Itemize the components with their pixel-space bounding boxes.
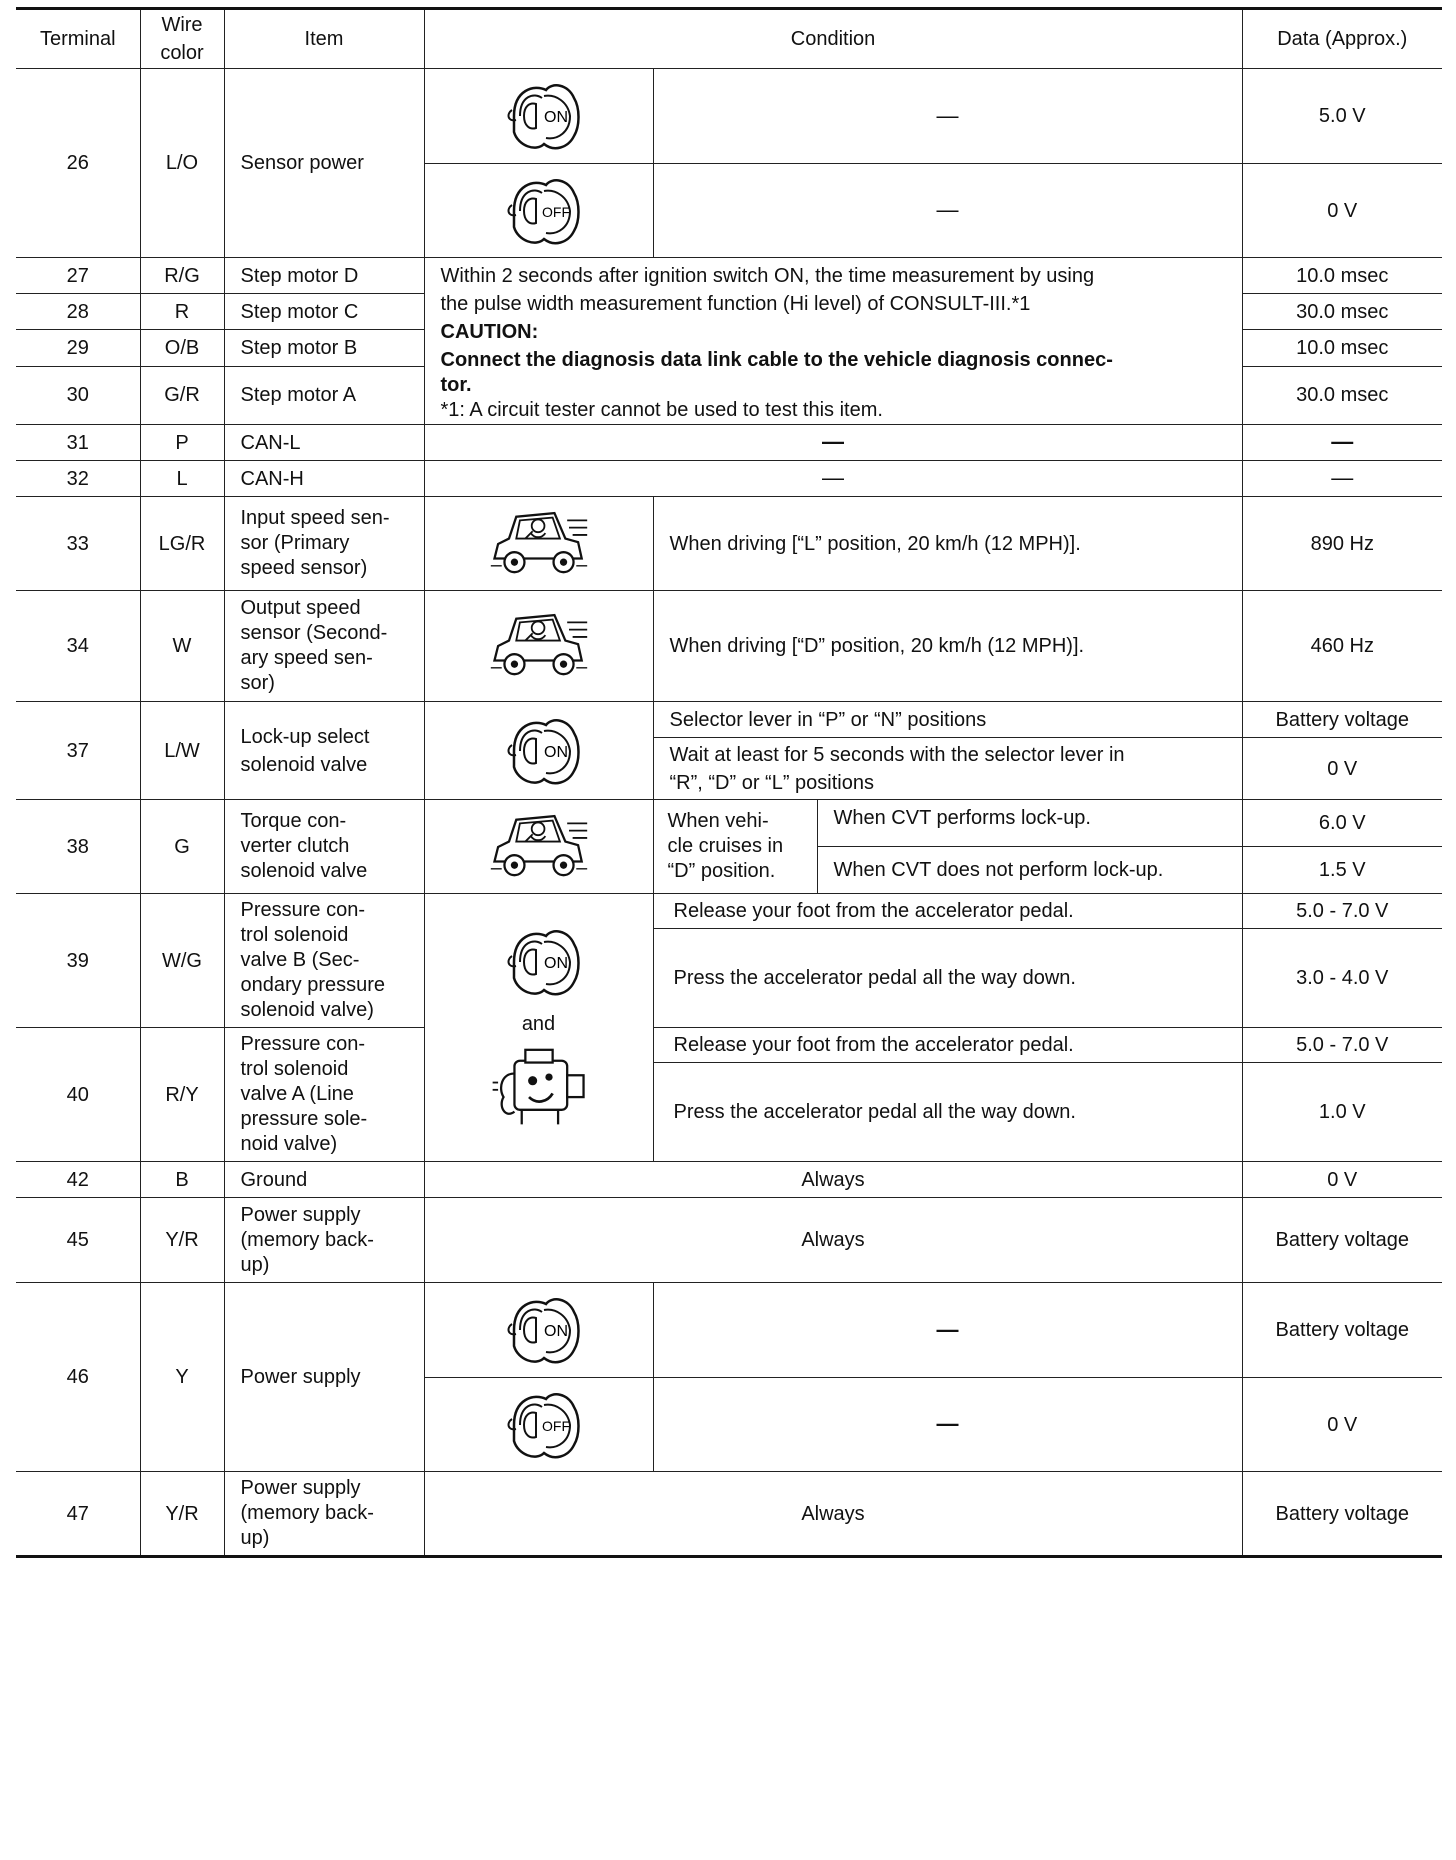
terminal-cell: 32 <box>16 461 140 497</box>
condition-line: “R”, “D” or “L” positions <box>669 771 874 794</box>
terminal-cell: 27 <box>16 258 140 294</box>
and-label: and <box>521 1012 556 1035</box>
item-line: Lock-up select <box>240 725 370 748</box>
footnote: *1: A circuit tester cannot be used to test this item. <box>440 399 883 421</box>
item-cell <box>224 1028 424 1162</box>
item-cell: CAN-H <box>224 461 424 497</box>
condition-cell <box>424 461 1242 497</box>
data-cell: 1.5 V <box>1242 847 1442 894</box>
item-cell <box>224 591 424 702</box>
item-line: ary speed sen- <box>240 647 373 669</box>
dash: — <box>936 1316 959 1342</box>
ignition-off-icon-cell <box>424 164 653 258</box>
condition-cell: When CVT does not perform lock-up. <box>817 847 1242 894</box>
table-row <box>16 591 1442 702</box>
wire-color-cell: Y/R <box>140 1472 224 1557</box>
dash: — <box>822 465 844 490</box>
item-line: Power supply <box>240 1203 361 1226</box>
item-line: valve A (Line <box>240 1083 354 1105</box>
item-cell: Step motor D <box>224 258 424 294</box>
cruise-condition-cell <box>653 800 817 894</box>
wire-color-cell: O/B <box>140 330 224 366</box>
data-cell <box>1242 461 1442 497</box>
ignition-on-icon-cell <box>424 1283 653 1378</box>
cruise-line: When vehi- <box>667 810 769 832</box>
caution-heading: CAUTION: <box>440 321 539 343</box>
condition-cell <box>653 69 1242 164</box>
data-cell: Battery voltage <box>1242 702 1442 738</box>
ignition-on-icon-cell <box>424 69 653 164</box>
wire-color-cell: LG/R <box>140 497 224 591</box>
terminal-cell: 42 <box>16 1162 140 1198</box>
condition-cell <box>653 164 1242 258</box>
key-on-text: ON <box>543 109 568 126</box>
table-row <box>16 497 1442 591</box>
condition-cell: Always <box>424 1472 1242 1557</box>
item-cell: Step motor A <box>224 366 424 424</box>
wire-color-cell: B <box>140 1162 224 1198</box>
item-cell <box>224 702 424 800</box>
cruise-line: cle cruises in <box>667 835 784 857</box>
driving-car-icon <box>489 608 589 684</box>
condition-cell: Press the accelerator pedal all the way down. <box>653 929 1242 1028</box>
driving-icon-cell <box>424 591 653 702</box>
ignition-key-on-icon <box>494 711 584 791</box>
data-cell: Battery voltage <box>1242 1198 1442 1283</box>
terminal-cell: 30 <box>16 366 140 424</box>
data-cell: 460 Hz <box>1242 591 1442 702</box>
caution-text-2: tor. <box>440 374 472 396</box>
terminal-data-table <box>16 7 1442 1558</box>
data-cell: 0 V <box>1242 164 1442 258</box>
data-cell: 1.0 V <box>1242 1063 1442 1162</box>
terminal-cell: 46 <box>16 1283 140 1472</box>
key-off-text: OFF <box>541 203 570 220</box>
driving-icon-cell <box>424 497 653 591</box>
condition-cell <box>424 425 1242 461</box>
dash: — <box>1331 429 1354 454</box>
wire-color-cell: Y/R <box>140 1198 224 1283</box>
data-cell: Battery voltage <box>1242 1472 1442 1557</box>
engine-running-icon <box>489 1042 589 1134</box>
wire-color-cell: R/Y <box>140 1028 224 1162</box>
item-line: Output speed <box>240 597 361 619</box>
ignition-key-off-icon <box>494 171 584 251</box>
item-cell <box>224 894 424 1028</box>
item-line: up) <box>240 1527 270 1549</box>
condition-line: Wait at least for 5 seconds with the selector lever in <box>669 743 1125 766</box>
condition-cell: When driving [“L” position, 20 km/h (12 MPH)]. <box>653 497 1242 591</box>
header-terminal: Terminal <box>16 9 140 69</box>
condition-cell: Press the accelerator pedal all the way down. <box>653 1063 1242 1162</box>
table-row <box>16 461 1442 497</box>
data-cell: 30.0 msec <box>1242 294 1442 330</box>
item-line: Input speed sen- <box>240 507 390 529</box>
table-row <box>16 702 1442 738</box>
wire-color-cell: W <box>140 591 224 702</box>
step-note-line2: the pulse width measurement function (Hi level) of CONSULT-III.*1 <box>440 293 1031 315</box>
dash: — <box>936 102 959 128</box>
terminal-cell: 40 <box>16 1028 140 1162</box>
caution-text-1: Connect the diagnosis data link cable to the vehicle diagnosis connec- <box>440 349 1113 371</box>
item-line: speed sensor) <box>240 557 368 579</box>
step-motor-condition-cell <box>424 258 1242 425</box>
terminal-cell: 47 <box>16 1472 140 1557</box>
ignition-key-on-icon <box>494 76 584 156</box>
condition-cell: Release your foot from the accelerator pedal. <box>653 894 1242 929</box>
item-line: solenoid valve <box>240 860 368 882</box>
table-row <box>16 1283 1442 1378</box>
condition-cell: Selector lever in “P” or “N” positions <box>653 702 1242 738</box>
dash: — <box>936 1411 959 1436</box>
item-line: pressure sole- <box>240 1108 368 1130</box>
data-cell: 0 V <box>1242 1378 1442 1472</box>
condition-cell: When driving [“D” position, 20 km/h (12 MPH)]. <box>653 591 1242 702</box>
item-line: ondary pressure <box>240 974 386 996</box>
data-cell: 3.0 - 4.0 V <box>1242 929 1442 1028</box>
dash: — <box>936 197 959 222</box>
data-cell: 5.0 - 7.0 V <box>1242 1028 1442 1063</box>
condition-cell <box>653 1283 1242 1378</box>
item-line: (memory back- <box>240 1228 374 1251</box>
table-row <box>16 1028 1442 1063</box>
item-cell <box>224 1472 424 1557</box>
item-line: Pressure con- <box>240 899 365 921</box>
item-line: trol solenoid <box>240 1058 349 1080</box>
data-cell: 6.0 V <box>1242 800 1442 847</box>
terminal-cell: 45 <box>16 1198 140 1283</box>
wire-color-cell: R/G <box>140 258 224 294</box>
terminal-cell: 31 <box>16 425 140 461</box>
item-cell: Step motor C <box>224 294 424 330</box>
data-cell: 0 V <box>1242 738 1442 800</box>
item-cell <box>224 497 424 591</box>
terminal-cell: 33 <box>16 497 140 591</box>
condition-cell: Always <box>424 1198 1242 1283</box>
item-cell: Sensor power <box>224 69 424 258</box>
data-cell: 30.0 msec <box>1242 366 1442 424</box>
step-note-line1: Within 2 seconds after ignition switch ON, the time measurement by using <box>440 265 1095 287</box>
item-line: trol solenoid <box>240 924 349 946</box>
condition-cell: Release your foot from the accelerator pedal. <box>653 1028 1242 1063</box>
header-data: Data (Approx.) <box>1242 9 1442 69</box>
table-row <box>16 800 1442 847</box>
data-cell: 890 Hz <box>1242 497 1442 591</box>
header-wire-2: color <box>160 42 204 64</box>
terminal-cell: 37 <box>16 702 140 800</box>
item-line: solenoid valve <box>240 753 368 776</box>
wire-color-cell: L/O <box>140 69 224 258</box>
header-wire-1: Wire <box>161 14 203 36</box>
table-row <box>16 258 1442 294</box>
item-cell: CAN-L <box>224 425 424 461</box>
wire-color-cell: L <box>140 461 224 497</box>
item-line: Torque con- <box>240 810 347 832</box>
driving-car-icon <box>489 506 589 582</box>
ignition-on-icon-cell <box>424 702 653 800</box>
terminal-cell: 38 <box>16 800 140 894</box>
key-on-text: ON <box>543 743 568 761</box>
header-item: Item <box>224 9 424 69</box>
wire-color-cell: R <box>140 294 224 330</box>
driving-car-icon <box>489 809 589 885</box>
dash: — <box>1331 465 1354 490</box>
wire-color-cell: G <box>140 800 224 894</box>
item-cell: Ground <box>224 1162 424 1198</box>
header-row <box>16 9 1442 69</box>
data-cell: 10.0 msec <box>1242 330 1442 366</box>
wire-color-cell: G/R <box>140 366 224 424</box>
item-line: solenoid valve) <box>240 999 374 1021</box>
item-line: verter clutch <box>240 835 350 857</box>
data-cell <box>1242 425 1442 461</box>
item-line: sor) <box>240 672 275 694</box>
item-line: sensor (Second- <box>240 622 388 644</box>
key-on-text: ON <box>543 954 568 972</box>
item-cell: Power supply <box>224 1283 424 1472</box>
condition-cell: Always <box>424 1162 1242 1198</box>
condition-cell: When CVT performs lock-up. <box>817 800 1242 847</box>
wire-color-cell: L/W <box>140 702 224 800</box>
key-off-text: OFF <box>541 1417 570 1434</box>
item-cell: Step motor B <box>224 330 424 366</box>
condition-cell <box>653 738 1242 800</box>
ignition-and-engine-icon-cell <box>424 894 653 1162</box>
wire-color-cell: W/G <box>140 894 224 1028</box>
item-line: valve B (Sec- <box>240 949 360 971</box>
item-line: (memory back- <box>240 1502 374 1524</box>
data-cell: 10.0 msec <box>1242 258 1442 294</box>
cruise-line: “D” position. <box>667 860 776 882</box>
terminal-cell: 28 <box>16 294 140 330</box>
item-cell <box>224 1198 424 1283</box>
wire-color-cell: P <box>140 425 224 461</box>
driving-icon-cell <box>424 800 653 894</box>
data-cell: 0 V <box>1242 1162 1442 1198</box>
item-line: sor (Primary <box>240 532 350 554</box>
table-row <box>16 1472 1442 1557</box>
dash: — <box>822 429 844 454</box>
table-row <box>16 894 1442 929</box>
condition-cell <box>653 1378 1242 1472</box>
key-on-text: ON <box>543 1323 568 1340</box>
terminal-cell: 29 <box>16 330 140 366</box>
data-cell: 5.0 V <box>1242 69 1442 164</box>
item-line: Pressure con- <box>240 1033 365 1055</box>
header-condition: Condition <box>424 9 1242 69</box>
table-row <box>16 69 1442 164</box>
item-line: Power supply <box>240 1477 361 1499</box>
table-row <box>16 1198 1442 1283</box>
header-wire-color <box>140 9 224 69</box>
wire-color-cell: Y <box>140 1283 224 1472</box>
ignition-key-on-icon <box>494 1290 584 1370</box>
item-line: noid valve) <box>240 1133 338 1155</box>
ignition-key-on-icon <box>494 922 584 1002</box>
data-cell: 5.0 - 7.0 V <box>1242 894 1442 929</box>
table-row <box>16 1162 1442 1198</box>
item-cell <box>224 800 424 894</box>
terminal-cell: 26 <box>16 69 140 258</box>
table-row <box>16 425 1442 461</box>
ignition-key-off-icon <box>494 1385 584 1465</box>
ignition-off-icon-cell <box>424 1378 653 1472</box>
item-line: up) <box>240 1253 270 1276</box>
terminal-cell: 34 <box>16 591 140 702</box>
data-cell: Battery voltage <box>1242 1283 1442 1378</box>
terminal-cell: 39 <box>16 894 140 1028</box>
